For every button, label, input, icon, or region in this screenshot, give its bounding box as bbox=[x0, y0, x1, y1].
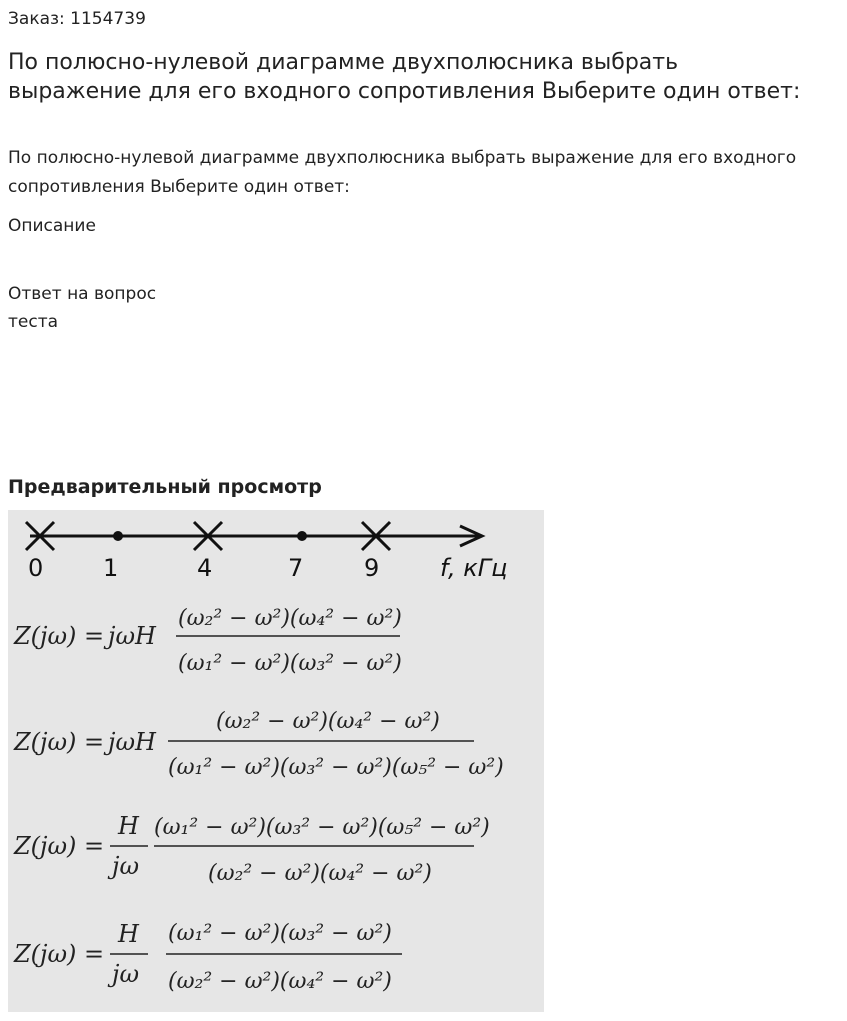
question-title: По полюсно-нулевой диаграмме двухполюсника выбрать выражение для его входного сопротивления Выберите один ответ: bbox=[8, 50, 801, 104]
tick-label: 0 bbox=[28, 554, 44, 582]
question-description: По полюсно-нулевой диаграмме двухполюсника выбрать выражение для его входного сопротивления Выберите один ответ: bbox=[8, 148, 797, 197]
svg-text:=: = bbox=[84, 728, 105, 756]
tick-label: 9 bbox=[364, 554, 380, 582]
tick-label: 7 bbox=[288, 554, 304, 582]
tick-label: 1 bbox=[103, 554, 119, 582]
formula-lhs: Z(jω) bbox=[14, 728, 77, 756]
formula-denominator: (ω₁² − ω²)(ω₃² − ω²) bbox=[178, 651, 402, 676]
zero-marker-7 bbox=[297, 531, 307, 541]
pole-zero-diagram bbox=[8, 510, 544, 1012]
formula-prefix-num: H bbox=[118, 920, 139, 948]
order-number: Заказ: 1154739 bbox=[8, 9, 146, 29]
formula-numerator: (ω₂² − ω²)(ω₄² − ω²) bbox=[216, 709, 440, 734]
preview-heading: Предварительный просмотр bbox=[8, 476, 322, 498]
svg-text:=: = bbox=[84, 622, 105, 650]
formula-denominator: (ω₁² − ω²)(ω₃² − ω²)(ω₅² − ω²) bbox=[168, 755, 504, 780]
formula-option-3 bbox=[13, 812, 490, 886]
formula-denominator: (ω₂² − ω²)(ω₄² − ω²) bbox=[168, 969, 392, 994]
formula-prefix-num: H bbox=[118, 812, 139, 840]
preview-image bbox=[8, 510, 544, 1012]
zero-marker-1 bbox=[113, 531, 123, 541]
formula-lhs: Z(jω) bbox=[14, 832, 77, 860]
formula-denominator: (ω₂² − ω²)(ω₄² − ω²) bbox=[208, 861, 432, 886]
formula-option-1 bbox=[13, 606, 402, 676]
answer-label: Ответ на вопрос теста bbox=[8, 284, 157, 332]
formula-prefix-den: jω bbox=[112, 852, 140, 880]
formula-numerator: (ω₁² − ω²)(ω₃² − ω²) bbox=[168, 921, 392, 946]
description-label: Описание bbox=[8, 216, 96, 236]
formula-prefix: jωH bbox=[108, 728, 156, 756]
formula-lhs: Z(jω) bbox=[14, 940, 77, 968]
tick-label: 4 bbox=[197, 554, 213, 582]
formula-prefix: jωH bbox=[108, 622, 156, 650]
formula-numerator: (ω₂² − ω²)(ω₄² − ω²) bbox=[178, 606, 402, 631]
formula-option-2 bbox=[13, 709, 504, 780]
formula-numerator: (ω₁² − ω²)(ω₃² − ω²)(ω₅² − ω²) bbox=[154, 815, 490, 840]
axis-label: f, кГц bbox=[440, 554, 508, 582]
formula-prefix-den: jω bbox=[112, 960, 140, 988]
formula-lhs: Z(jω) bbox=[14, 622, 77, 650]
svg-text:=: = bbox=[84, 832, 105, 860]
svg-text:=: = bbox=[84, 940, 105, 968]
formula-option-4 bbox=[13, 920, 402, 994]
